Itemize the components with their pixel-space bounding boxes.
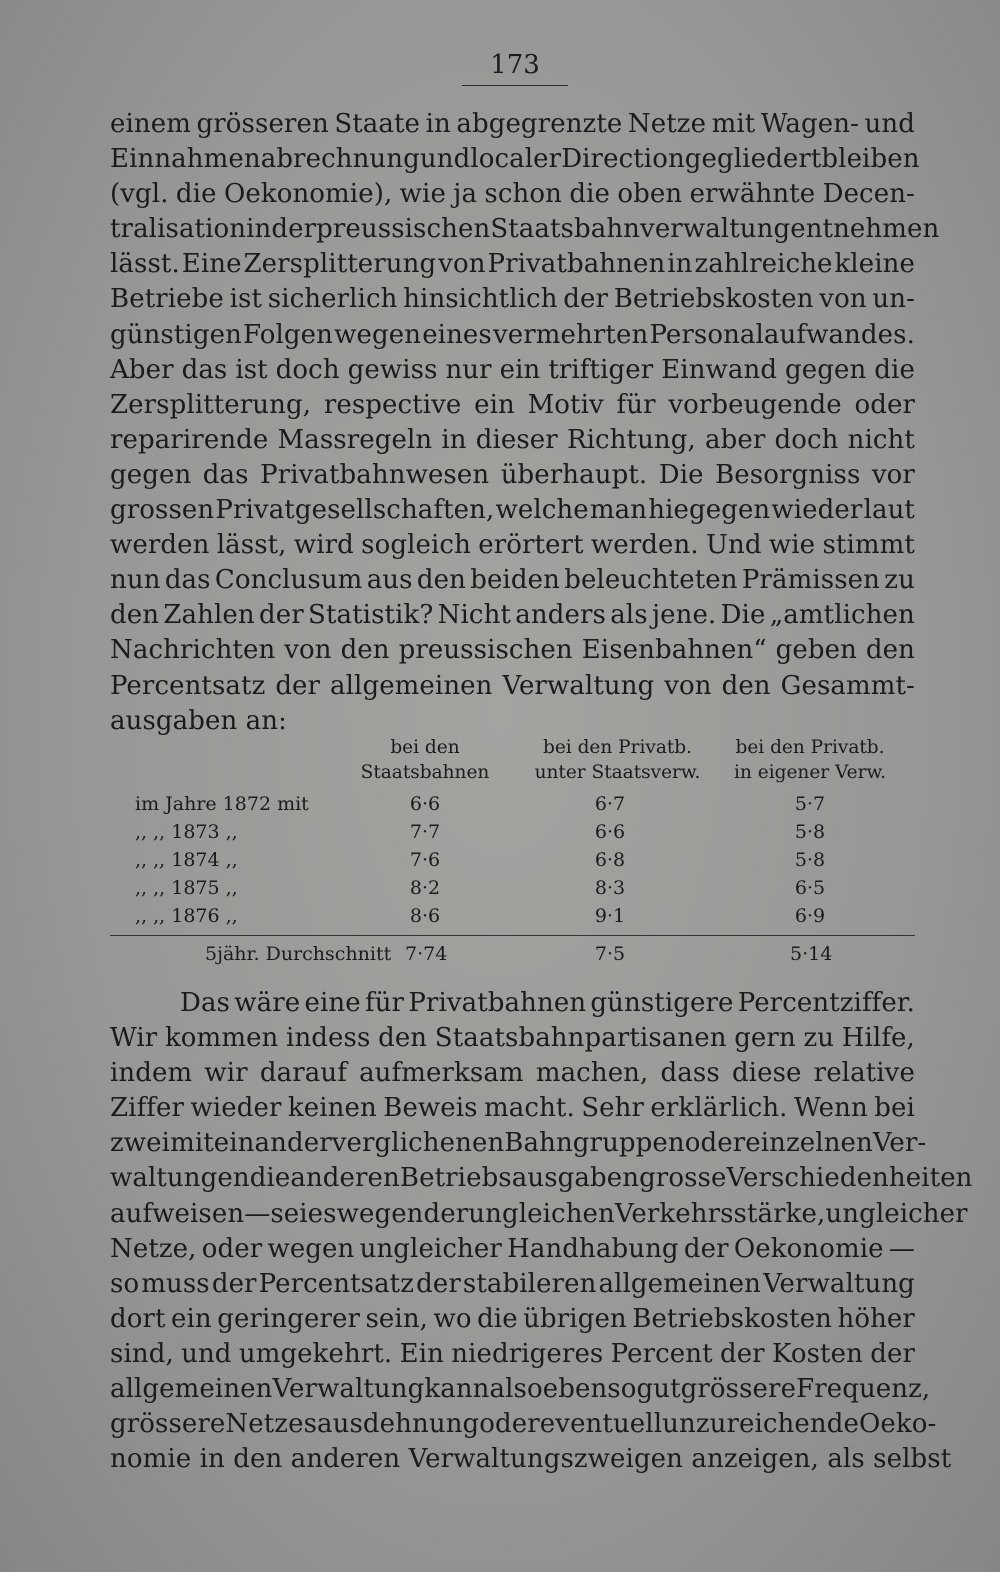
text-line: allgemeinen Verwaltung kann also eben so gut grössere Frequenz, — [110, 1374, 931, 1405]
text-line: ausgaben an: — [110, 705, 287, 736]
text-line: aufweisen — sei es wegen der ungleichen Verkehrsstärke, ungleicher — [110, 1198, 968, 1229]
text-line: dort ein geringerer sein, wo die übrigen Betriebskosten höher — [110, 1303, 915, 1334]
text-line: Zersplitterung, respective ein Motiv für vorbeugende oder — [110, 389, 915, 420]
average-privatb-eigener: 5·14 — [790, 943, 833, 965]
text-line: Nachrichten von den preussischen Eisenbahnen“ geben den — [110, 635, 915, 666]
text-line: den Zahlen der Statistik? Nicht anders als jene. Die „amtlichen — [110, 600, 915, 631]
row-label: ,, ,, 1874 ,, — [135, 849, 238, 871]
cell-privatb-eigener: 5·8 — [794, 821, 826, 843]
text-line: indem wir darauf aufmerksam machen, dass diese relative — [110, 1058, 915, 1089]
table-header-line: bei den — [390, 737, 460, 758]
cell-staatsbahnen: 8·2 — [409, 877, 441, 899]
average-staatsbahnen: 7·74 — [405, 943, 448, 965]
table-row — [110, 818, 915, 846]
text-line: Ziffer wieder keinen Beweis macht. Sehr erklärlich. Wenn bei — [110, 1093, 915, 1124]
row-label: ,, ,, 1876 ,, — [135, 905, 238, 927]
page-number-rule — [462, 85, 568, 86]
text-line: Percentsatz der allgemeinen Verwaltung von den Gesammt- — [110, 670, 915, 701]
table-header-staatsbahnen — [355, 735, 495, 785]
text-line: gegen das Privatbahnwesen überhaupt. Die Besorgniss vor — [110, 459, 915, 490]
cell-staatsbahnen: 8·6 — [409, 905, 441, 927]
text-line: lässt. Eine Zersplitterung von Privatbahnen in zahlreiche kleine — [110, 249, 915, 280]
text-line: waltungen die anderen Betriebsausgaben grosse Verschiedenheiten — [110, 1163, 973, 1194]
table-header-line: bei den Privatb. — [542, 737, 693, 758]
table-row — [110, 846, 915, 874]
table-average-row — [110, 940, 915, 968]
cell-privatb-staatsverw: 6·7 — [594, 793, 626, 815]
row-label: ,, ,, 1875 ,, — [135, 877, 238, 899]
text-line: nun das Conclusum aus den beiden beleuchteten Prämissen zu — [110, 565, 915, 596]
text-line: Wir kommen indess den Staatsbahnpartisanen gern zu Hilfe, — [110, 1023, 915, 1054]
text-line: reparirende Massregeln in dieser Richtung, aber doch nicht — [110, 424, 915, 455]
text-line: Netze, oder wegen ungleicher Handhabung der Oekonomie — — [110, 1233, 915, 1264]
cell-privatb-eigener: 6·9 — [794, 905, 826, 927]
cell-staatsbahnen: 7·7 — [409, 821, 441, 843]
paragraph-1 — [110, 107, 940, 739]
text-line: zwei mit einander verglichenen Bahngruppen oder einzelnen Ver- — [110, 1128, 927, 1159]
text-line: grossen Privatgesellschaften, welche man hiegegen wieder laut — [110, 495, 915, 526]
cell-privatb-staatsverw: 6·6 — [594, 821, 626, 843]
cell-privatb-staatsverw: 6·8 — [594, 849, 626, 871]
table-sum-rule — [110, 935, 915, 936]
page-number: 173 — [490, 50, 540, 80]
average-label: 5jähr. Durchschnitt — [205, 943, 392, 965]
text-line: einem grösseren Staate in abgegrenzte Netze mit Wagen- und — [110, 109, 915, 139]
text-line: Betriebe ist sicherlich hinsichtlich der Betriebskosten von un- — [110, 284, 915, 315]
row-label: im Jahre 1872 mit — [135, 793, 309, 815]
text-line: sind, und umgekehrt. Ein niedrigeres Percent der Kosten der — [110, 1338, 915, 1369]
table-row — [110, 790, 915, 818]
table-row — [110, 874, 915, 902]
text-line: so muss der Percentsatz der stabileren allgemeinen Verwaltung — [110, 1268, 915, 1299]
text-line: nomie in den anderen Verwaltungszweigen anzeigen, als selbst — [110, 1444, 952, 1475]
paragraph-2 — [110, 986, 973, 1477]
cell-privatb-staatsverw: 9·1 — [594, 905, 626, 927]
cell-privatb-eigener: 5·8 — [794, 849, 826, 871]
table-header-privatb-staatsverw — [525, 735, 710, 785]
cell-staatsbahnen: 6·6 — [409, 793, 441, 815]
table-header-line: bei den Privatb. — [735, 737, 885, 758]
table-row — [110, 902, 915, 930]
cell-privatb-eigener: 5·7 — [794, 793, 826, 815]
cell-privatb-eigener: 6·5 — [794, 877, 826, 899]
text-line: werden lässt, wird sogleich erörtert werden. Und wie stimmt — [110, 530, 915, 561]
text-line: Das wäre eine für Privatbahnen günstigere Percentziffer. — [180, 988, 915, 1018]
table-header-line: in eigener Verw. — [734, 762, 886, 783]
text-line: Einnahmenabrechnung und localer Direction gegliedert bleiben — [110, 144, 920, 175]
text-line: (vgl. die Oekonomie), wie ja schon die oben erwähnte Decen- — [110, 179, 915, 210]
cell-staatsbahnen: 7·6 — [409, 849, 441, 871]
text-line: günstigen Folgen wegen eines vermehrten Personalaufwandes. — [110, 319, 915, 350]
table-header-line: Staatsbahnen — [360, 762, 490, 783]
text-line: Aber das ist doch gewiss nur ein triftiger Einwand gegen die — [110, 354, 915, 385]
text-line: grössere Netzesausdehnung oder eventuell unzureichende Oeko- — [110, 1409, 937, 1440]
table-header-line: unter Staatsverw. — [534, 762, 701, 783]
average-privatb-staatsverw: 7·5 — [594, 943, 626, 965]
row-label: ,, ,, 1873 ,, — [135, 821, 238, 843]
table-header-privatb-eigener — [720, 735, 900, 785]
cell-privatb-staatsverw: 8·3 — [594, 877, 626, 899]
text-line: tralisation in der preussischen Staatsbahnverwaltung entnehmen — [110, 214, 940, 245]
